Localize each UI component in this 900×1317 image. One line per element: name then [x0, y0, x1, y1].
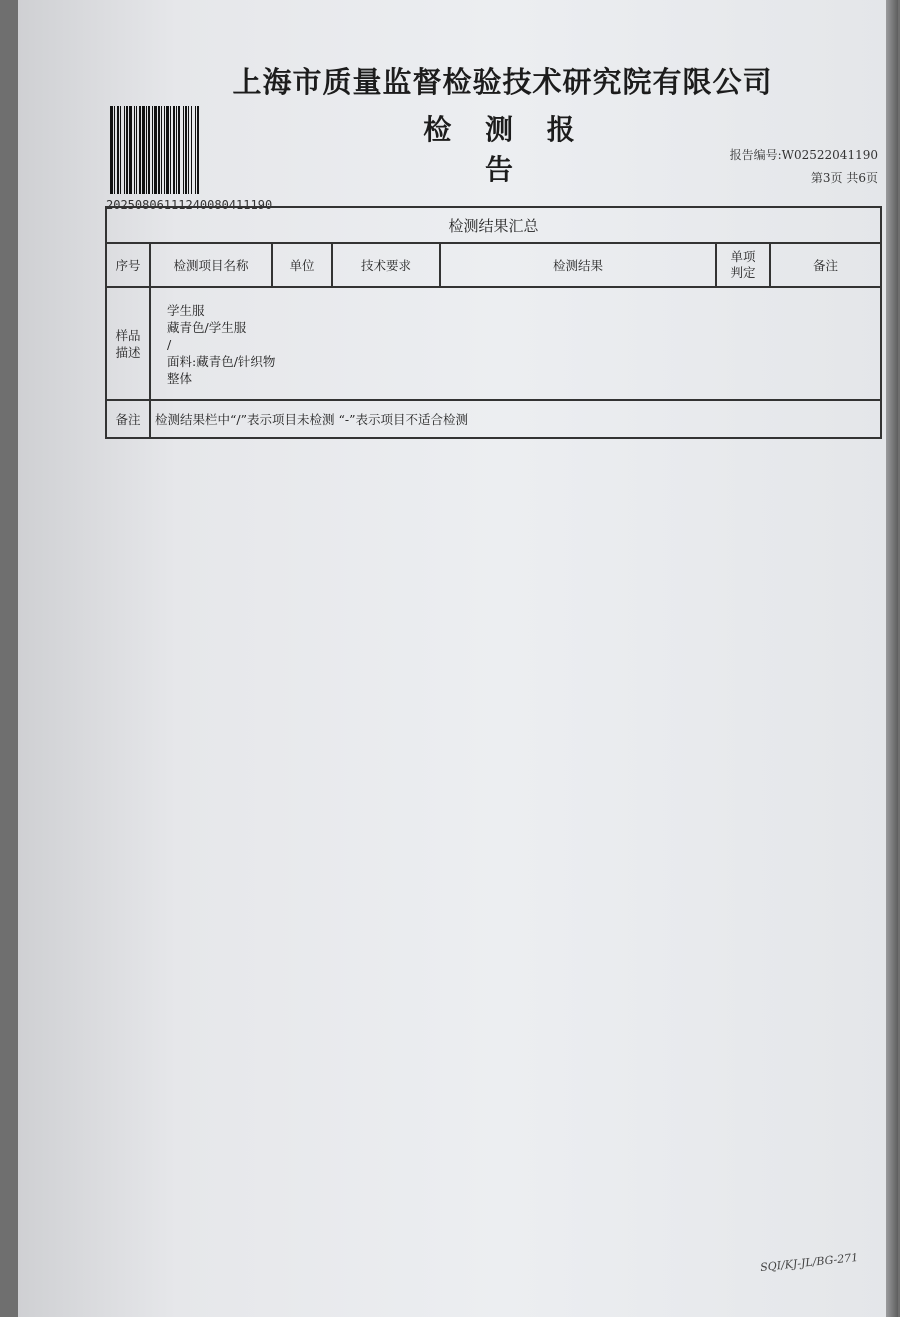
report-number: 报告编号:W02522041190: [729, 148, 878, 162]
col-judgement: [716, 243, 770, 287]
barcode-number: 20250806111240080411190: [106, 198, 273, 212]
col-unit: 单位: [272, 243, 332, 287]
sample-line: 学生服: [167, 303, 205, 318]
sample-label-line2: 描述: [115, 344, 141, 360]
sample-line: 整体: [167, 371, 193, 386]
company-name: 上海市质量监督检验技术研究院有限公司: [232, 65, 773, 99]
col-requirement: 技术要求: [332, 243, 440, 287]
col-result: 检测结果: [440, 243, 716, 287]
report-title: 检 测 报 告: [423, 113, 587, 186]
sample-line: /: [167, 337, 172, 352]
col-judgement-line2: 判定: [730, 265, 756, 280]
note-row: [106, 400, 881, 438]
sample-line: 藏青色/学生服: [167, 320, 247, 335]
page-indicator: 第3页 共6页: [810, 171, 878, 185]
col-remark: 备注: [770, 243, 881, 287]
sample-line: 面料:藏青色/针织物: [167, 354, 276, 369]
col-item-name: 检测项目名称: [150, 243, 272, 287]
sample-label-line1: 样品: [115, 327, 141, 343]
form-code: SQI/KJ-JL/BG-271: [759, 1250, 859, 1275]
result-summary-table: [105, 206, 882, 439]
note-label: 备注: [106, 400, 150, 438]
sample-label: [106, 287, 150, 400]
table-section-title: 检测结果汇总: [106, 207, 881, 243]
page-edge: [886, 0, 898, 1317]
barcode: [110, 106, 282, 194]
table-header-row: [106, 243, 881, 287]
sample-description: [150, 287, 881, 400]
note-text: 检测结果栏中“/”表示项目未检测 “-”表示项目不适合检测: [150, 400, 881, 438]
col-seq: 序号: [106, 243, 150, 287]
col-judgement-line1: 单项: [730, 249, 756, 264]
sample-row: [106, 287, 881, 400]
barcode-bar: [199, 106, 201, 194]
